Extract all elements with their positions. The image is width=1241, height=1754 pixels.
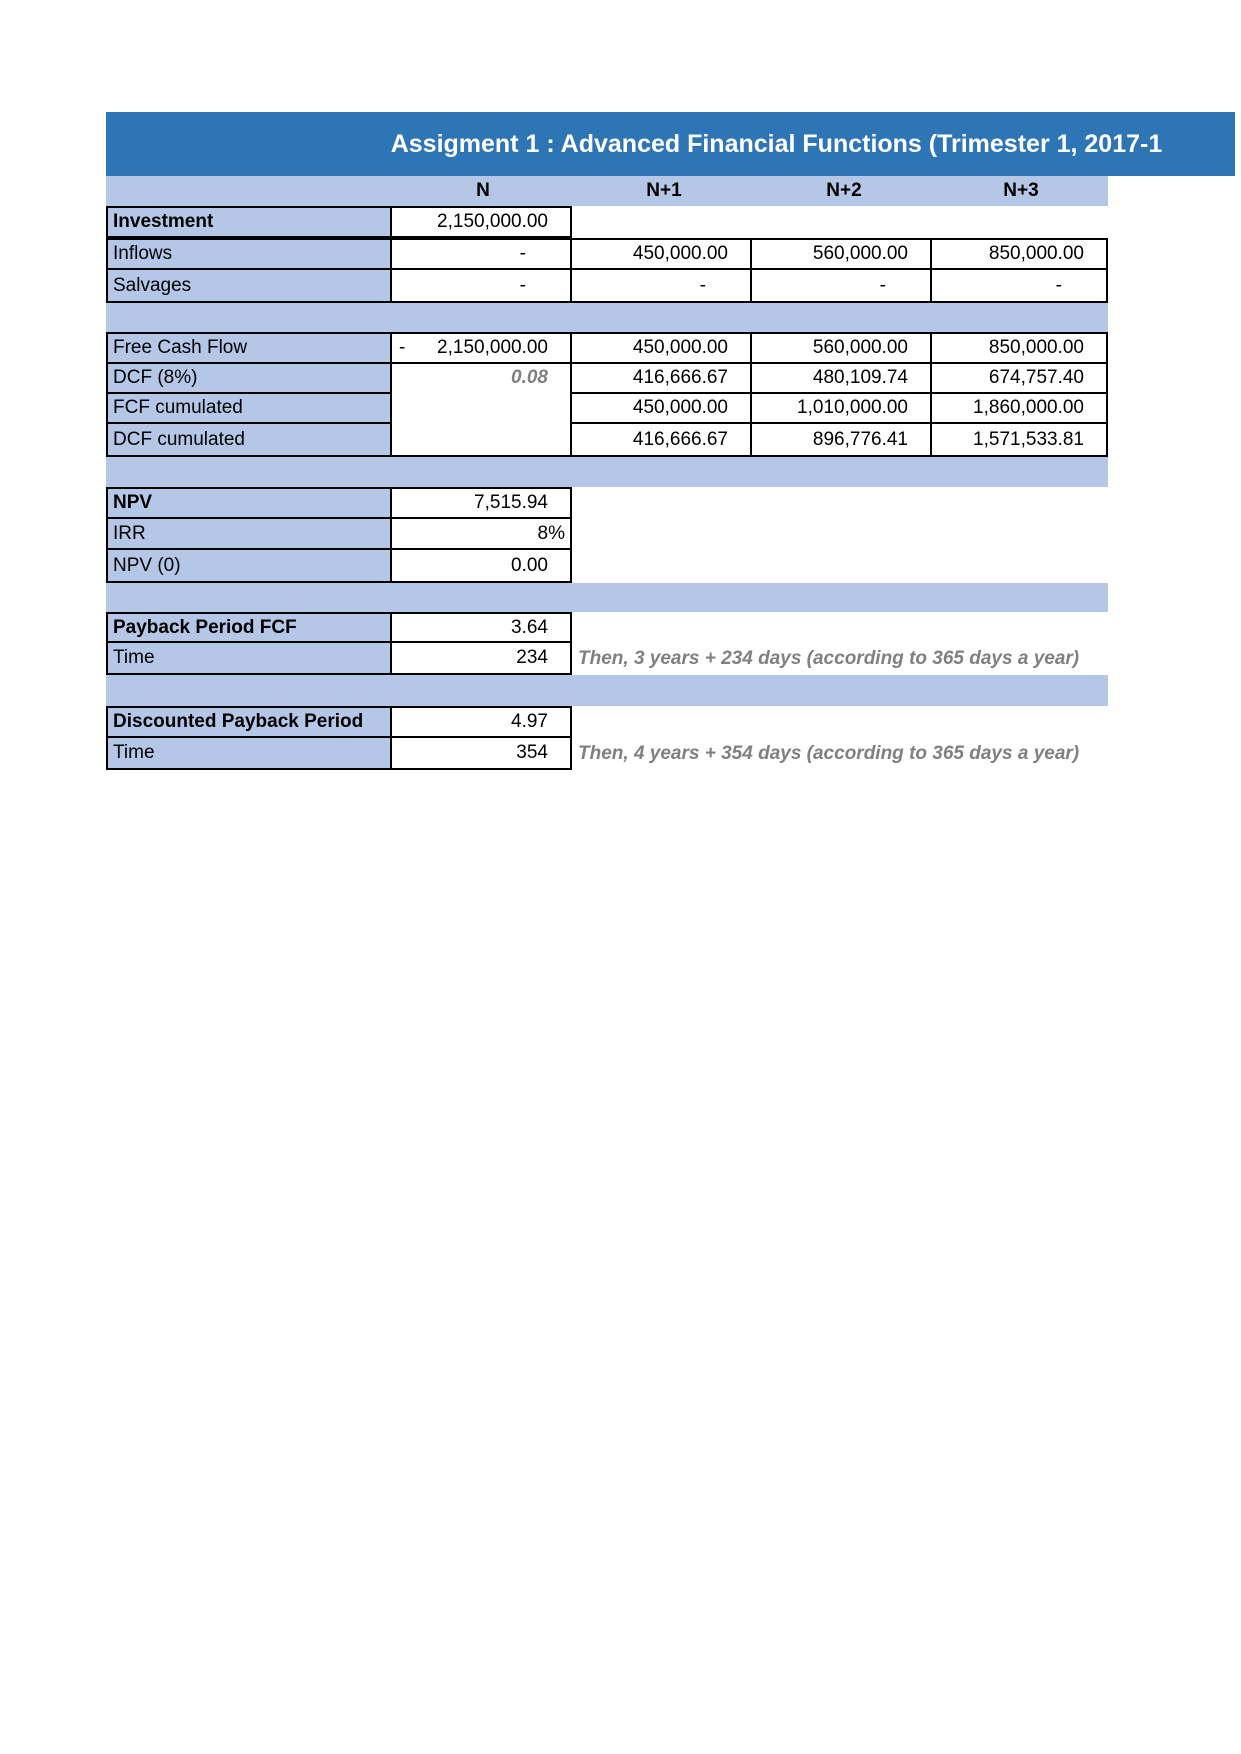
column-header-n: N [476,180,490,201]
cell-salvages-n1: - [572,270,752,301]
cell-dcf-label: DCF (8%) [108,364,392,394]
discounted-payback-block [106,706,572,770]
cell-dcf-cumulated-n2: 896,776.41 [752,424,932,455]
cell-inflows-n2: 560,000.00 [752,240,932,270]
cell-npv0-n: 0.00 [392,550,570,581]
cell-salvages-n2: - [752,270,932,301]
cell-dcf-cumulated-label: DCF cumulated [108,424,392,455]
column-header-row [106,176,1108,206]
cell-fcf-cumulated-label: FCF cumulated [108,394,392,424]
investment-block [106,206,572,238]
column-header-n3: N+3 [1003,180,1039,201]
spacer-band [106,675,1108,706]
payback-time-note: Then, 3 years + 234 days (according to 365 days a year) [578,648,1080,669]
cell-fcf-n1: 450,000.00 [572,334,752,364]
spacer-band [106,457,1108,487]
cell-fcf-label: Free Cash Flow [108,334,392,364]
cash-flow-block [106,332,1108,457]
cell-fcf-n2: 560,000.00 [752,334,932,364]
cell-discounted-payback-n: 4.97 [392,708,570,738]
cell-payback-n: 3.64 [392,614,570,643]
sheet-title: Assigment 1 : Advanced Financial Functions (Trimester 1, 2017-1 [106,112,1235,176]
column-header-n2: N+2 [826,180,862,201]
cell-irr-label: IRR [108,519,392,550]
cell-dcf-cumulated-n1: 416,666.67 [572,424,752,455]
column-header-spacer [106,176,392,206]
cell-fcf-n3: 850,000.00 [932,334,1106,364]
cell-irr-n: 8% [392,519,570,550]
spacer-band [106,303,1108,332]
cell-dcf-cumulated-n3: 1,571,533.81 [932,424,1106,455]
spacer-band [106,583,1108,612]
cell-investment-n: 2,150,000.00 [392,208,570,236]
cell-inflows-n: - [392,240,572,270]
cell-fcf-cumulated-n3: 1,860,000.00 [932,394,1106,424]
cell-investment-label: Investment [108,208,392,236]
npv-block [106,487,572,583]
cell-payback-time-label: Time [108,643,392,673]
cell-npv-label: NPV [108,489,392,519]
fcf-n-sign: - [399,337,406,358]
fcf-n-amount: 2,150,000.00 [437,337,548,358]
discounted-time-note: Then, 4 years + 354 days (according to 365 days a year) [578,743,1080,764]
cell-fcf-cumulated-n2: 1,010,000.00 [752,394,932,424]
cell-dcf-n-merged [392,364,572,455]
cell-inflows-n3: 850,000.00 [932,240,1106,270]
cell-salvages-label: Salvages [108,270,392,301]
column-header-n1: N+1 [646,180,682,201]
cell-discounted-payback-label: Discounted Payback Period [108,708,392,738]
cell-npv-n: 7,515.94 [392,489,570,519]
cell-dcf-n2: 480,109.74 [752,364,932,394]
cell-discounted-time-label: Time [108,738,392,768]
cell-npv0-label: NPV (0) [108,550,392,581]
cell-dcf-n1: 416,666.67 [572,364,752,394]
cell-salvages-n: - [392,270,572,301]
cell-fcf-n [392,334,572,364]
cell-dcf-n3: 674,757.40 [932,364,1106,394]
cell-inflows-label: Inflows [108,240,392,270]
payback-period-block [106,612,572,675]
inflows-salvages-block [106,238,1108,303]
cell-fcf-cumulated-n1: 450,000.00 [572,394,752,424]
cell-discounted-time-n: 354 [392,738,570,768]
cell-inflows-n1: 450,000.00 [572,240,752,270]
cell-payback-time-n: 234 [392,643,570,673]
dcf-rate-value: 0.08 [511,367,548,388]
cell-payback-label: Payback Period FCF [108,614,392,643]
cell-salvages-n3: - [932,270,1106,301]
